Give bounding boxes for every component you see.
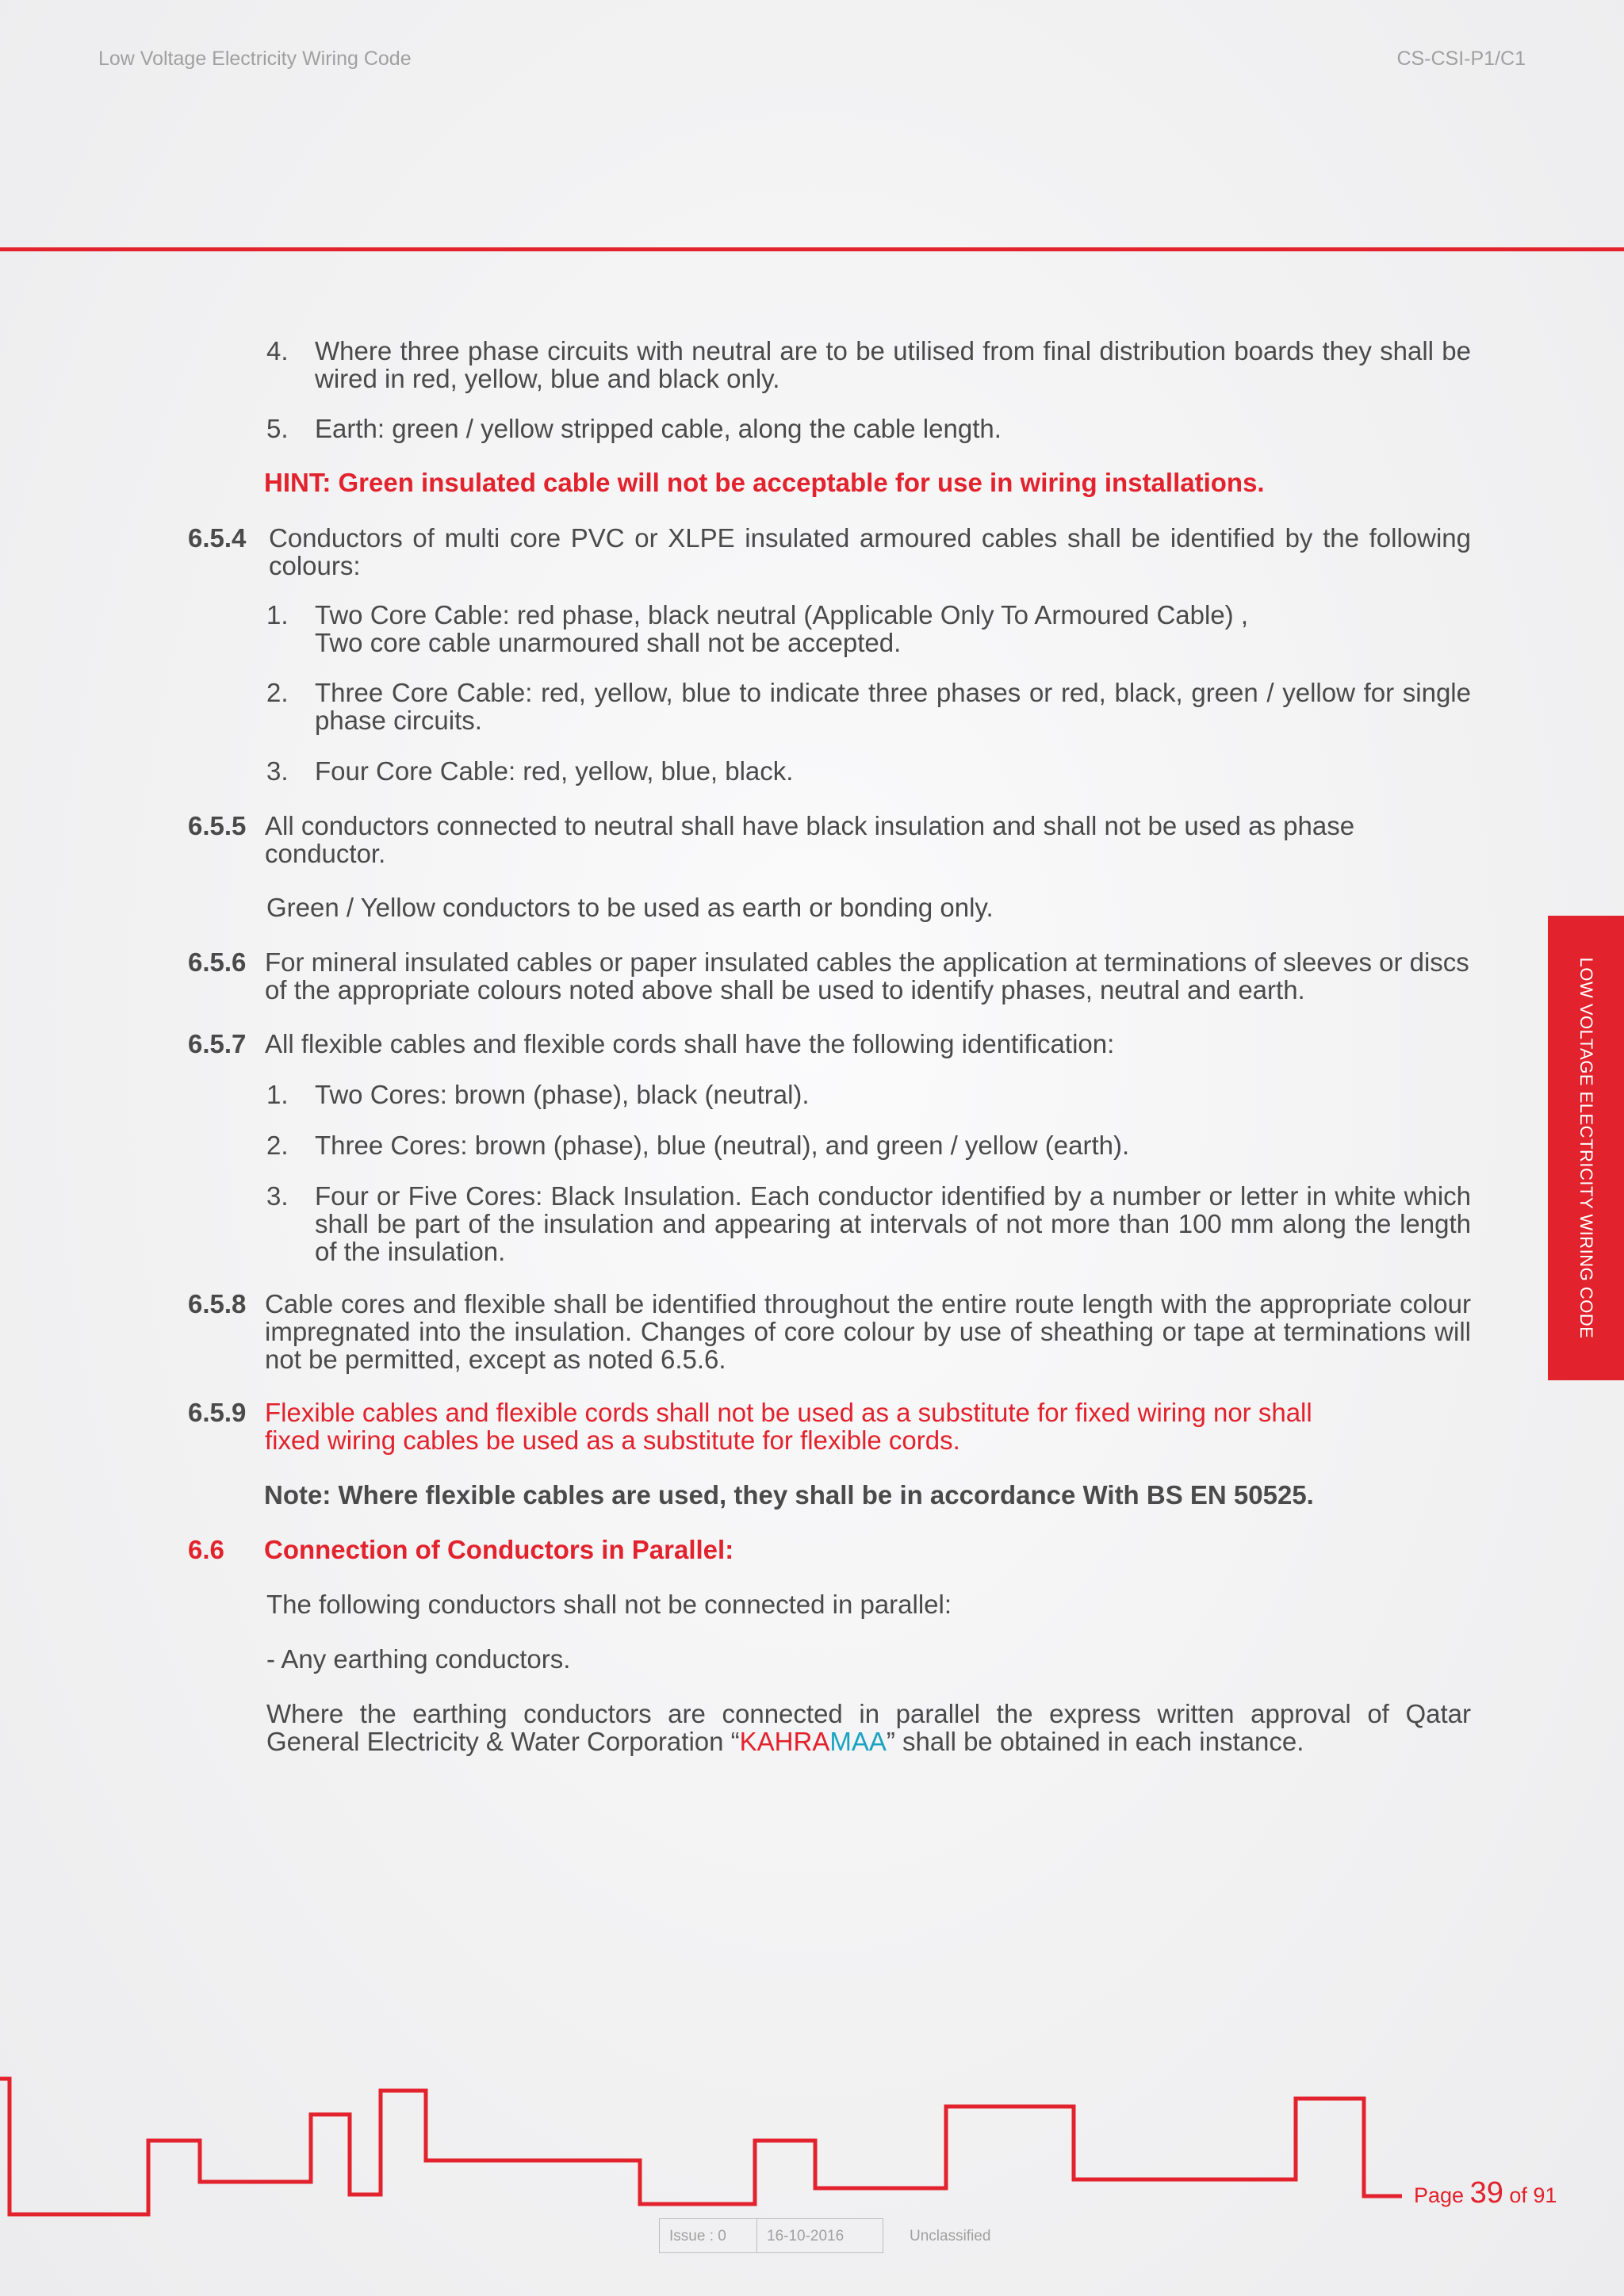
section-heading: Connection of Conductors in Parallel:	[264, 1535, 734, 1564]
paragraph: The following conductors shall not be connected in parallel:	[266, 1590, 952, 1619]
list-number: 2.	[266, 1131, 289, 1160]
section-text: All conductors connected to neutral shall have black insulation and shall not be used as phase conductor.	[265, 811, 1355, 868]
header-document-code: CS-CSI-P1/C1	[1396, 48, 1526, 70]
section-number: 6.5.6	[188, 947, 247, 977]
section-note: Note: Where flexible cables are used, they shall be in accordance With BS EN 50525.	[264, 1480, 1314, 1510]
section-number: 6.5.9	[188, 1398, 247, 1427]
section-text: For mineral insulated cables or paper insulated cables the application at terminations of sleeves or discs of the appropriate colours noted above shall be used to identify phases, neutral and earth.	[265, 947, 1469, 1004]
section-number: 6.5.4	[188, 523, 247, 553]
page-current: 39	[1469, 2176, 1503, 2210]
list-number: 5.	[266, 414, 289, 443]
kahramaa-name-part: MAA	[829, 1727, 887, 1756]
section-number: 6.5.5	[188, 811, 247, 840]
list-item-text: Three Core Cable: red, yellow, blue to indicate three phases or red, black, green / yellow for single phase circuits.	[315, 678, 1471, 735]
list-number: 1.	[266, 1080, 289, 1109]
header-document-title: Low Voltage Electricity Wiring Code	[98, 48, 412, 70]
list-item-text: Two Cores: brown (phase), black (neutral).	[315, 1080, 810, 1109]
section-line: fixed wiring cables be used as a substitute for flexible cords.	[265, 1425, 960, 1455]
side-tab-label: LOW VOLTAGE ELECTRICITY WIRING CODE	[1576, 957, 1596, 1339]
issue-box: Issue : 0	[659, 2218, 757, 2253]
section-number: 6.6	[188, 1535, 224, 1564]
page-total: of 91	[1509, 2183, 1557, 2207]
section-text: All flexible cables and flexible cords shall have the following identification:	[265, 1029, 1115, 1058]
page-prefix: Page	[1414, 2183, 1465, 2207]
paragraph-line: Where the earthing conductors are connected in parallel the express written approval of Qatar	[266, 1699, 1471, 1728]
section-note: Green / Yellow conductors to be used as earth or bonding only.	[266, 893, 994, 922]
kahramaa-name-part: KAHRA	[739, 1727, 830, 1756]
paragraph-fragment: ” shall be obtained in each instance.	[886, 1727, 1304, 1756]
classification-label: Unclassified	[910, 2228, 991, 2244]
list-number: 2.	[266, 678, 289, 707]
list-item-line: Two Core Cable: red phase, black neutral (Applicable Only To Armoured Cable) ,	[315, 600, 1248, 629]
list-item-text: Three Cores: brown (phase), blue (neutral), and green / yellow (earth).	[315, 1131, 1130, 1160]
section-line: Flexible cables and flexible cords shall not be used as a substitute for fixed wiring nor shall	[265, 1398, 1312, 1427]
list-number: 3.	[266, 1181, 289, 1211]
list-item-text: Four Core Cable: red, yellow, blue, black.	[315, 756, 794, 786]
list-item-text: Four or Five Cores: Black Insulation. Each conductor identified by a number or letter in white which shall be part of the insulation and appearing at intervals of not more than 100 mm along the length of the insulation.	[315, 1181, 1471, 1266]
section-number: 6.5.8	[188, 1289, 247, 1318]
hint-text: HINT: Green insulated cable will not be acceptable for use in wiring installations.	[264, 468, 1265, 497]
page-number	[1414, 2176, 1557, 2210]
list-item-text: Where three phase circuits with neutral are to be utilised from final distribution boards they shall be wired in red, yellow, blue and black only.	[315, 336, 1471, 393]
list-number: 3.	[266, 756, 289, 786]
paragraph: - Any earthing conductors.	[266, 1644, 571, 1674]
paragraph-fragment: General Electricity & Water Corporation “	[266, 1727, 740, 1756]
list-item-text: Earth: green / yellow stripped cable, along the cable length.	[315, 414, 1002, 443]
list-number: 1.	[266, 600, 289, 629]
section-text: Cable cores and flexible shall be identified throughout the entire route length with the appropriate colour impregnated into the insulation. Changes of core colour by use of sheathing or tape at terminations will not be permitted, except as noted 6.5.6.	[265, 1289, 1471, 1374]
section-text: Conductors of multi core PVC or XLPE insulated armoured cables shall be identified by the following colours:	[269, 523, 1471, 580]
section-number: 6.5.7	[188, 1029, 247, 1058]
list-item-line: Two core cable unarmoured shall not be accepted.	[315, 628, 902, 657]
list-number: 4.	[266, 336, 289, 365]
date-box: 16-10-2016	[756, 2218, 883, 2253]
